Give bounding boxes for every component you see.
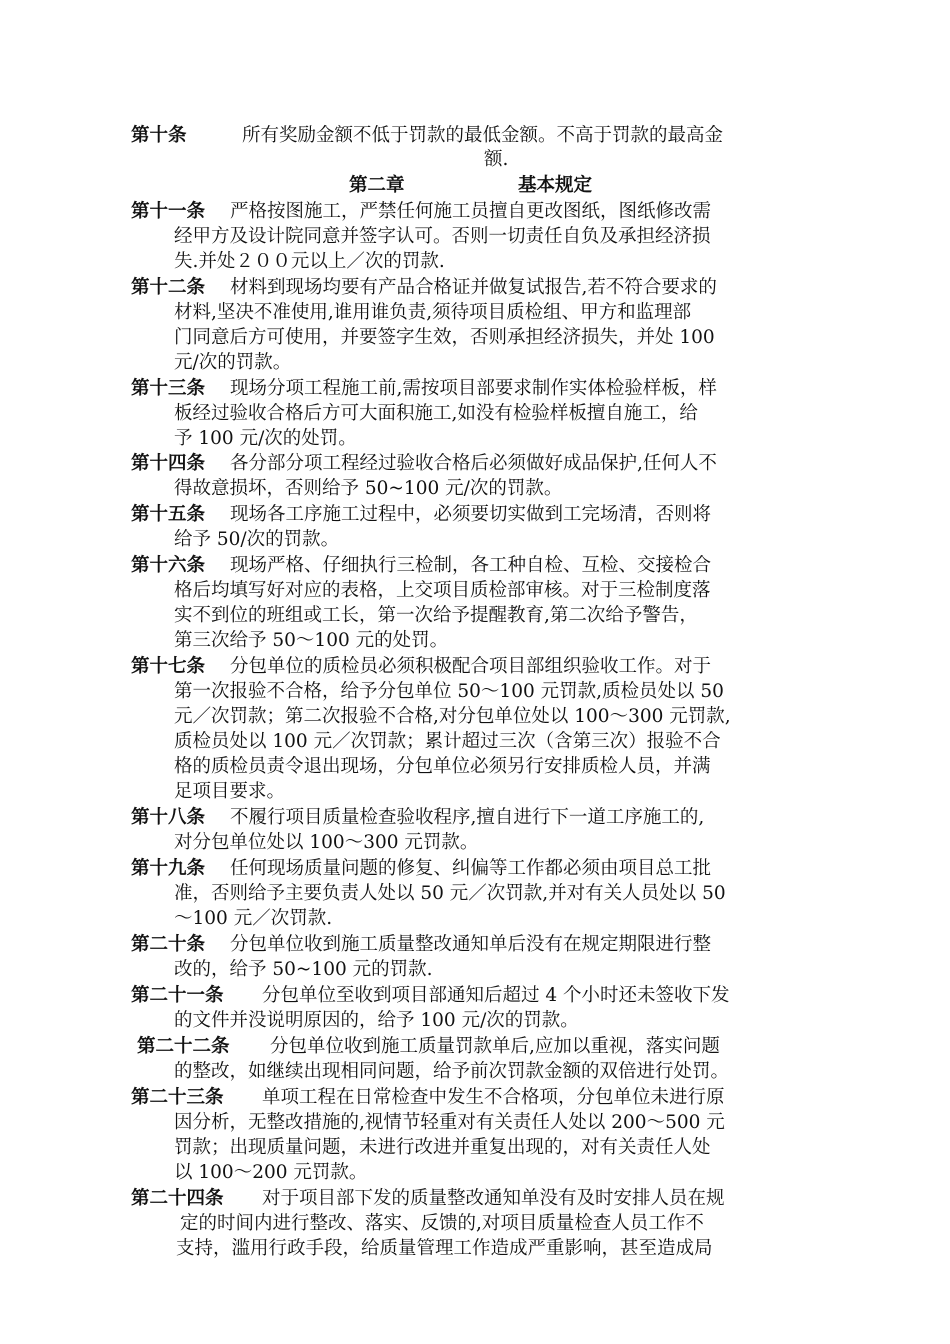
chapter-title: 基本规定 [518,175,593,196]
article-line: 单项工程在日常检查中发生不合格项，分包单位未进行原 [262,1087,725,1108]
article-label: 第十七条 [131,656,206,677]
article-line: 支持，滥用行政手段，给质量管理工作造成严重影响，甚至造成局 [176,1238,713,1259]
article-line: 的文件并没说明原因的，给予 100 元/次的罚款。 [174,1010,579,1031]
article-line: 材料到现场均要有产品合格证并做复试报告,若不符合要求的 [230,277,717,298]
article-line: 予 100 元/次的处罚。 [174,428,357,449]
article-line: 各分部分项工程经过验收合格后必须做好成品保护,任何人不 [230,453,717,474]
article-line: 失.并处２００元以上／次的罚款. [174,251,445,272]
article-line: 现场分项工程施工前,需按项目部要求制作实体检验样板，样 [230,378,717,399]
article-line: 材料,坚决不准使用,谁用谁负责,须待项目质检组、甲方和监理部 [174,302,692,323]
article-line: 实不到位的班组或工长，第一次给予提醒教育,第二次给予警告， [174,605,698,626]
article-label: 第十三条 [131,378,206,399]
article-line: 分包单位收到施工质量整改通知单后没有在规定期限进行整 [230,934,712,955]
article-line: 格的质检员责令退出现场，分包单位必须另行安排质检人员，并满 [174,756,711,777]
article-label: 第十六条 [131,555,206,576]
article-line: 板经过验收合格后方可大面积施工,如没有检验样板擅自施工，给 [174,403,698,424]
article-label: 第二十二条 [137,1036,230,1057]
article-line: 因分析，无整改措施的,视情节轻重对有关责任人处以 200～500 元 [174,1112,725,1133]
article-line: 不履行项目质量检查验收程序,擅自进行下一道工序施工的, [230,807,705,828]
article-label: 第十九条 [131,858,206,879]
article-line: 经甲方及设计院同意并签字认可。否则一切责任自负及承担经济损 [174,226,711,247]
article-line: 足项目要求。 [174,781,286,802]
article-line: 准，否则给予主要负责人处以 50 元／次罚款,并对有关人员处以 50 [174,883,726,904]
article-10-text-line-2: 额. [484,149,509,170]
article-line: ～100 元／次罚款. [174,908,333,929]
article-label: 第二十三条 [131,1087,224,1108]
article-label: 第十八条 [131,807,206,828]
article-label: 第十二条 [131,277,206,298]
article-line: 格后均填写好对应的表格，上交项目质检部审核。对于三检制度落 [174,580,711,601]
article-label: 第二十条 [131,934,206,955]
article-line: 罚款；出现质量问题，未进行改进并重复出现的，对有关责任人处 [174,1137,711,1158]
article-line: 的整改，如继续出现相同问题，给予前次罚款金额的双倍进行处罚。 [174,1061,730,1082]
article-line: 元/次的罚款。 [174,352,292,373]
article-10-text-line-1: 所有奖励金额不低于罚款的最低金额。不高于罚款的最高金 [242,125,724,146]
article-label: 第十五条 [131,504,206,525]
article-line: 任何现场质量问题的修复、纠偏等工作都必须由项目总工批 [230,858,712,879]
article-label: 第二十一条 [131,985,224,1006]
article-line: 第一次报验不合格，给予分包单位 50～100 元罚款,质检员处以 50 [174,681,724,702]
article-line: 改的，给予 50~100 元的罚款. [174,959,433,980]
article-line: 现场严格、仔细执行三检制，各工种自检、互检、交接检合 [230,555,712,576]
article-line: 得故意损坏，否则给予 50~100 元/次的罚款。 [174,478,563,499]
article-line: 质检员处以 100 元／次罚款；累计超过三次（含第三次）报验不合 [174,731,721,752]
article-line: 严格按图施工，严禁任何施工员擅自更改图纸，图纸修改需 [230,201,712,222]
article-label: 第二十四条 [131,1188,224,1209]
article-line: 分包单位至收到项目部通知后超过 4 个小时还未签收下发 [262,985,730,1006]
article-line: 分包单位的质检员必须积极配合项目部组织验收工作。对于 [230,656,712,677]
article-line: 给予 50/次的罚款。 [174,529,340,550]
article-line: 对分包单位处以 100～300 元罚款。 [174,832,479,853]
article-line: 定的时间内进行整改、落实、反馈的,对项目质量检查人员工作不 [180,1213,704,1234]
article-line: 以 100～200 元罚款。 [174,1162,368,1183]
article-10-label: 第十条 [131,125,187,146]
article-line: 对于项目部下发的质量整改通知单没有及时安排人员在规 [262,1188,725,1209]
article-line: 现场各工序施工过程中，必须要切实做到工完场清，否则将 [230,504,712,525]
article-label: 第十四条 [131,453,206,474]
chapter-number: 第二章 [349,175,405,196]
article-line: 分包单位收到施工质量罚款单后,应加以重视，落实问题 [270,1036,720,1057]
article-line: 元／次罚款；第二次报验不合格,对分包单位处以 100～300 元罚款, [174,706,731,727]
article-label: 第十一条 [131,201,206,222]
article-line: 第三次给予 50～100 元的处罚。 [174,630,449,651]
article-line: 门同意后方可使用，并要签字生效，否则承担经济损失，并处 100 [174,327,715,348]
